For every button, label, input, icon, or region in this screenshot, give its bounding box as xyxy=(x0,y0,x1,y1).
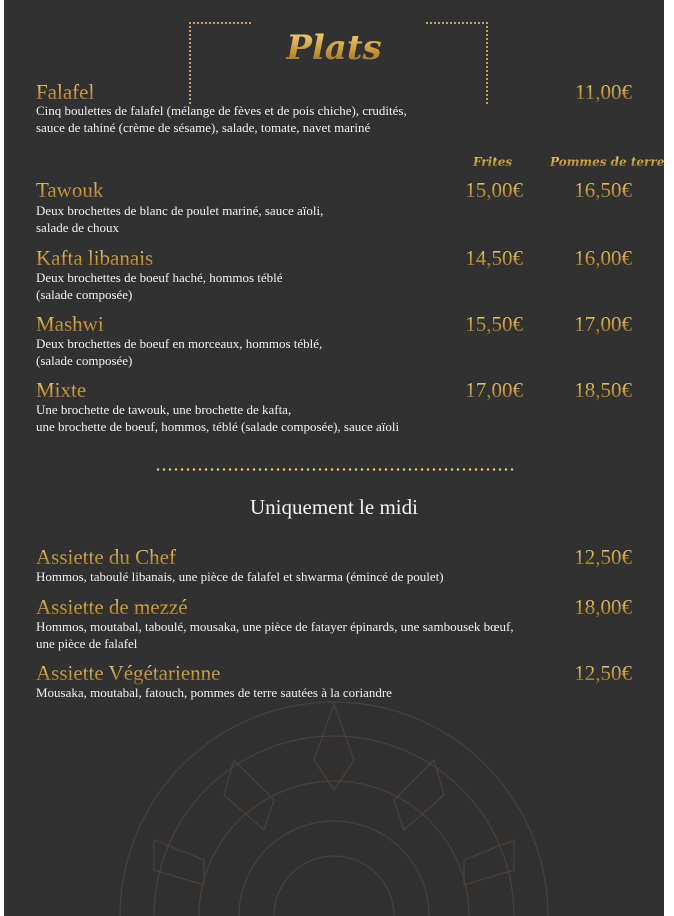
dish-desc: une pièce de falafel xyxy=(36,636,138,651)
dish-desc: Cinq boulettes de falafel (mélange de fèves et de pois chiche), crudités, xyxy=(36,103,407,118)
dish-desc: (salade composée) xyxy=(36,287,133,302)
dish-name: Falafel xyxy=(36,80,95,104)
dish-desc: Hommos, taboulé libanais, une pièce de falafel et shwarma (émincé de poulet) xyxy=(36,569,444,584)
dish-name: Assiette de mezzé xyxy=(36,595,188,619)
dish-desc: une brochette de boeuf, hommos, téblé (salade composée), sauce aïoli xyxy=(36,419,400,434)
dish-desc: Hommos, moutabal, taboulé, mousaka, une pièce de fatayer épinards, une sambousek bœuf, xyxy=(36,619,514,634)
dish-price: 18,00€ xyxy=(574,595,632,619)
dish-name: Assiette Végétarienne xyxy=(36,661,221,685)
dish-name: Mixte xyxy=(36,378,87,402)
page-title: Plats xyxy=(0,28,668,68)
price-pommes: 18,50€ xyxy=(574,378,632,402)
dish-desc: sauce de tahiné (crème de sésame), salade, tomate, navet mariné xyxy=(36,120,371,135)
dish-name: Kafta libanais xyxy=(36,246,154,270)
dish-desc: salade de choux xyxy=(36,220,120,235)
dish-price: 12,50€ xyxy=(574,545,632,569)
dish-name: Assiette du Chef xyxy=(36,545,176,569)
price-pommes: 16,00€ xyxy=(574,246,632,270)
price-pommes: 16,50€ xyxy=(574,178,632,202)
dish-desc: (salade composée) xyxy=(36,353,133,368)
mandala-decoration xyxy=(84,700,584,916)
midi-section-title: Uniquement le midi xyxy=(250,495,418,519)
dish-name: Tawouk xyxy=(36,178,104,202)
price-frites: 17,00€ xyxy=(465,378,523,402)
dish-desc: Deux brochettes de boeuf haché, hommos téblé xyxy=(36,270,283,285)
price-pommes: 17,00€ xyxy=(574,312,632,336)
column-header-frites: Frites xyxy=(473,155,513,169)
dish-desc: Une brochette de tawouk, une brochette de kafta, xyxy=(36,402,292,417)
dish-price: 11,00€ xyxy=(575,80,632,104)
dish-price: 12,50€ xyxy=(574,661,632,685)
dish-desc: Deux brochettes de blanc de poulet mariné, sauce aïoli, xyxy=(36,203,324,218)
dish-desc: Deux brochettes de boeuf en morceaux, hommos téblé, xyxy=(36,336,323,351)
column-header-pommes: Pommes de terre xyxy=(550,155,665,169)
price-frites: 15,00€ xyxy=(465,178,523,202)
price-frites: 15,50€ xyxy=(465,312,523,336)
menu-page xyxy=(4,0,664,916)
dish-name: Mashwi xyxy=(36,312,104,336)
dotted-divider xyxy=(155,468,515,471)
price-frites: 14,50€ xyxy=(465,246,523,270)
dish-desc: Mousaka, moutabal, fatouch, pommes de terre sautées à la coriandre xyxy=(36,685,392,700)
